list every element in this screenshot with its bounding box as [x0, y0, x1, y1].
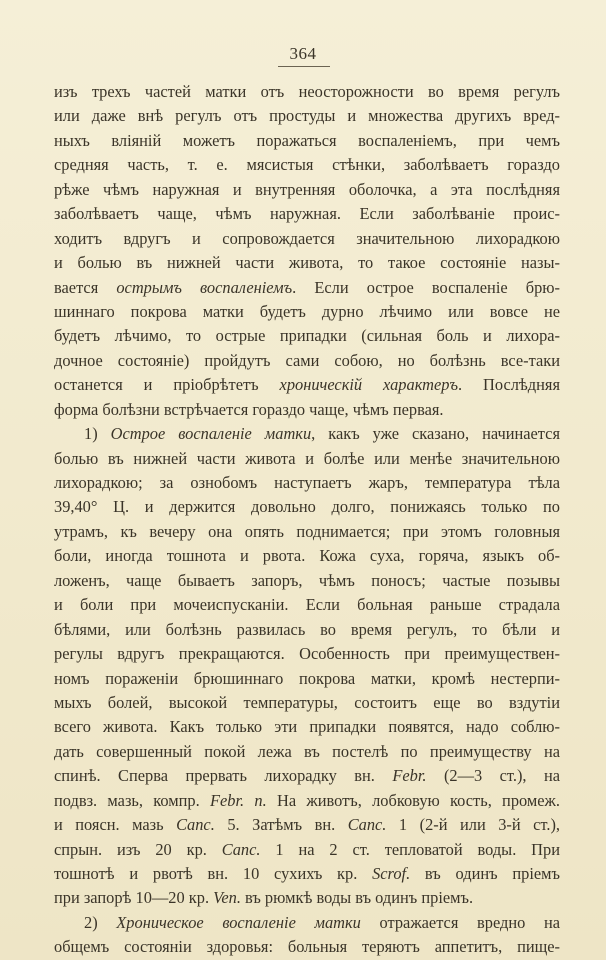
- text-line: [54, 935, 560, 959]
- line-text: подвз. мазь, компр.: [54, 790, 211, 810]
- line-text: форма болѣзни встрѣчается гораздо чаще, чѣмъ первая.: [54, 399, 444, 419]
- italic-term: хроническій характеръ: [279, 375, 458, 395]
- line-text: номъ пораженіи брюшиннаго покрова матки, кромѣ нестерпи-: [54, 668, 560, 688]
- line-text: ходитъ вдругъ и сопровождается значительною лихорадкою: [54, 228, 560, 248]
- line-text: . Если острое воспаленіе брю-: [292, 277, 560, 297]
- line-text: спинѣ. Сперва прервать лихорадку вн.: [54, 766, 393, 786]
- text-line: [54, 520, 560, 544]
- line-text: вается: [54, 277, 117, 297]
- text-line: [54, 300, 560, 324]
- text-line: [54, 104, 560, 128]
- text-line: [54, 373, 560, 397]
- line-text: изъ трехъ частей матки отъ неосторожности во время регулъ: [54, 82, 560, 101]
- line-text: шиннаго покрова матки будетъ дурно лѣчимо или вовсе не: [54, 301, 560, 321]
- line-text: спрын. изъ 20 кр.: [54, 839, 222, 859]
- text-line: [54, 324, 560, 348]
- line-text: , какъ уже сказано, начинается: [311, 424, 560, 444]
- text-line: [54, 764, 560, 788]
- line-text: дочное состояніе) пройдутъ сами собою, но болѣзнь все-таки: [54, 350, 560, 370]
- text-line: [54, 349, 560, 373]
- line-text: всего живота. Какъ только эти припадки появятся, надо соблю-: [54, 717, 560, 737]
- line-text: 1 на 2 ст. тепловатой воды. При: [260, 839, 560, 859]
- line-text: ныхъ вліяній можетъ поражаться воспаленіемъ, при чемъ: [54, 130, 560, 150]
- line-text: средняя часть, т. е. мясистыя стѣнки, заболѣваетъ гораздо: [54, 155, 560, 175]
- text-line: [54, 495, 560, 519]
- line-text: утрамъ, къ вечеру она опять поднимается; при этомъ головныя: [54, 521, 560, 541]
- header-rule: [278, 66, 330, 67]
- text-line: [54, 398, 560, 422]
- line-text: или даже внѣ регулъ отъ простуды и множества другихъ вред-: [54, 106, 560, 126]
- text-line: [54, 667, 560, 691]
- line-text: въ рюмкѣ воды въ одинъ пріемъ.: [240, 888, 474, 908]
- text-line: [54, 789, 560, 813]
- text-line: [54, 202, 560, 226]
- text-line: [54, 251, 560, 275]
- page-number: 364: [289, 44, 317, 63]
- line-text: 5. Затѣмъ вн.: [214, 815, 348, 835]
- line-text: тошнотѣ и рвотѣ вн. 10 сухихъ кр.: [54, 864, 373, 883]
- italic-term: острымъ воспаленіемъ: [116, 277, 293, 297]
- line-text: рѣже чѣмъ наружная и внутренняя оболочка, а эта послѣдняя: [54, 179, 560, 199]
- line-text: 39,40° Ц. и держится довольно долго, понижаясь только по: [54, 497, 560, 517]
- line-text: ложенъ, чаще бываетъ запоръ, чѣмъ поносъ; частые позывы: [54, 570, 560, 590]
- body-text: [54, 80, 560, 960]
- line-text: лихорадкою; за ознобомъ наступаетъ жаръ, температура тѣла: [54, 473, 560, 492]
- italic-term: Хроническое воспаленіе матки: [116, 912, 361, 932]
- italic-term: Febr.: [392, 766, 427, 786]
- text-line: [54, 153, 560, 177]
- italic-term: Canc.: [221, 839, 261, 859]
- line-text: и поясн. мазь: [54, 815, 177, 835]
- line-text: болью въ нижней части живота и болѣе или менѣе значительною: [54, 448, 560, 468]
- text-line: [54, 276, 560, 300]
- italic-term: Ven.: [213, 888, 241, 908]
- text-line: [54, 642, 560, 666]
- text-line: [54, 740, 560, 764]
- text-line: [54, 886, 560, 910]
- line-text: 1): [84, 424, 111, 444]
- line-text: . Послѣдняя: [457, 375, 560, 395]
- line-text: отражается вредно на: [360, 912, 560, 932]
- line-text: На животъ, лобковую кость, промеж.: [266, 790, 560, 810]
- text-line: [54, 422, 560, 446]
- line-text: въ одинъ пріемъ: [410, 864, 560, 883]
- text-line: [54, 813, 560, 837]
- text-line: [54, 129, 560, 153]
- line-text: бѣлями, или болѣзнь развилась во время регулъ, то бѣли и: [54, 619, 560, 639]
- line-text: 1 (2-й или 3-й ст.),: [386, 815, 560, 835]
- line-text: заболѣваетъ чаще, чѣмъ наружная. Если заболѣваніе проис-: [54, 204, 560, 224]
- text-line: [54, 911, 560, 935]
- line-text: боли, иногда тошнота и рвота. Кожа суха, горяча, языкъ об-: [54, 546, 560, 566]
- text-line: [54, 862, 560, 886]
- italic-term: Scrof.: [372, 864, 411, 883]
- text-line: [54, 715, 560, 739]
- text-line: [54, 471, 560, 495]
- line-text: мыхъ болей, высокой температуры, состоитъ еще во вздутіи: [54, 692, 560, 712]
- italic-term: Canc.: [176, 815, 215, 835]
- line-text: останется и пріобрѣтетъ: [54, 375, 280, 395]
- text-line: [54, 569, 560, 593]
- line-text: будетъ лѣчимо, то острые припадки (сильная боль и лихора-: [54, 326, 560, 346]
- text-line: [54, 447, 560, 471]
- line-text: и болью въ нижней части живота, то такое состояніе назы-: [54, 253, 560, 273]
- text-line: [54, 227, 560, 251]
- italic-term: Febr. n.: [210, 790, 267, 810]
- text-line: [54, 618, 560, 642]
- text-line: [54, 838, 560, 862]
- text-line: [54, 691, 560, 715]
- line-text: и боли при мочеиспусканіи. Если больная раньше страдала: [54, 595, 560, 615]
- italic-term: Острое воспаленіе матки: [110, 424, 312, 444]
- line-text: 2): [84, 912, 117, 932]
- text-line: [54, 80, 560, 104]
- line-text: регулы вдругъ прекращаются. Особенность при преимуществен-: [54, 644, 560, 664]
- line-text: общемъ состояніи здоровья: больныя теряютъ аппетитъ, пище-: [54, 937, 560, 957]
- text-line: [54, 593, 560, 617]
- line-text: (2—3 ст.), на: [426, 766, 560, 786]
- line-text: дать совершенный покой лежа въ постелѣ по преимуществу на: [54, 741, 560, 761]
- line-text: при запорѣ 10—20 кр.: [54, 888, 214, 908]
- text-line: [54, 178, 560, 202]
- text-line: [54, 544, 560, 568]
- italic-term: Canc.: [347, 815, 387, 835]
